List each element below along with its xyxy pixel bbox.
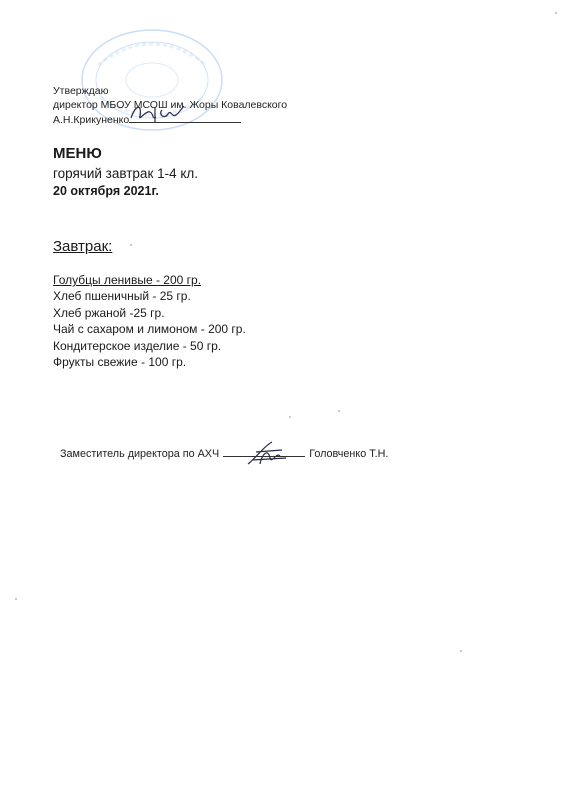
menu-title: МЕНЮ <box>53 145 102 162</box>
meal-heading: Завтрак: <box>53 238 113 255</box>
menu-date: 20 октября 2021г. <box>53 184 159 198</box>
deputy-signature-icon <box>242 438 292 470</box>
director-signature-icon <box>128 100 186 126</box>
footer-position: Заместитель директора по АХЧ <box>60 448 220 460</box>
approval-label: Утверждаю <box>53 85 109 97</box>
list-item: Чай с сахаром и лимоном - 200 гр. <box>53 322 246 337</box>
list-item: Фрукты свежие - 100 гр. <box>53 355 187 370</box>
list-item: Хлеб ржаной -25 гр. <box>53 305 165 320</box>
list-item: Голубцы ленивые - 200 гр. <box>53 273 202 287</box>
meal-items-list <box>53 272 246 370</box>
list-item: Кондитерское изделие - 50 гр. <box>53 338 222 353</box>
approval-position: директор МБОУ МСОШ им. Жоры Ковалевского <box>53 98 288 111</box>
approval-signatory-name: А.Н.Крикуненко <box>53 114 130 126</box>
list-item: Хлеб пшеничный - 25 гр. <box>53 289 191 304</box>
footer-signature-line <box>60 448 388 460</box>
footer-name: Головченко Т.Н. <box>309 448 389 460</box>
menu-subtitle: горячий завтрак 1-4 кл. <box>53 166 199 181</box>
